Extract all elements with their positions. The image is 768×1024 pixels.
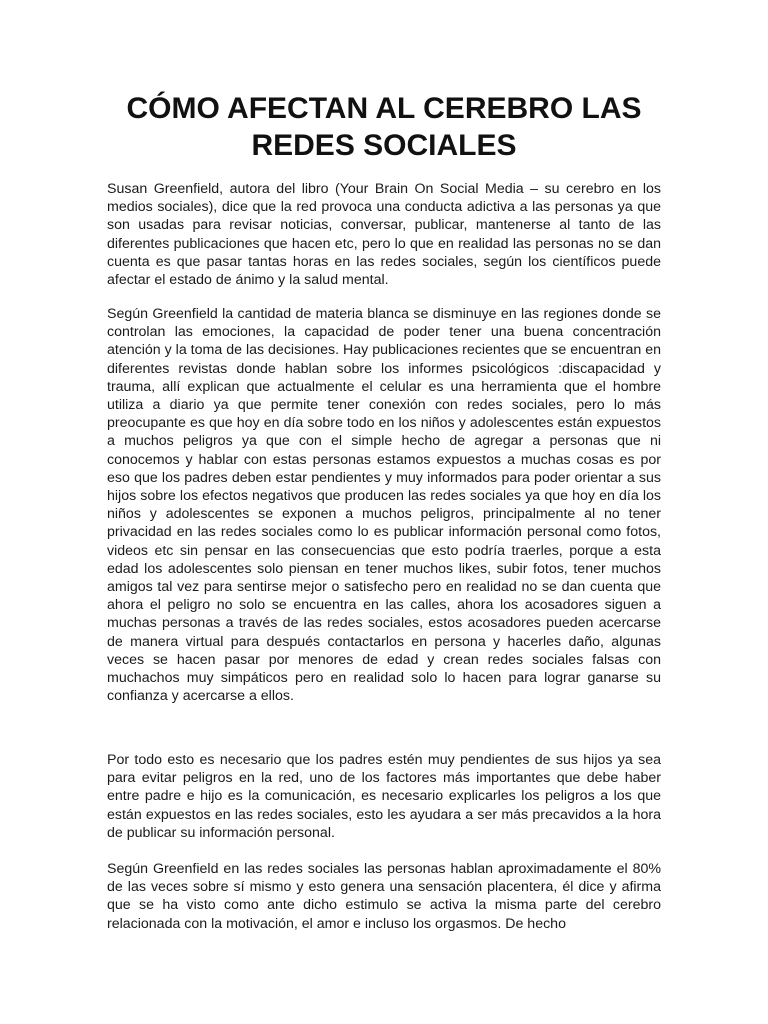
paragraph-4: Según Greenfield en las redes sociales las personas hablan aproximadamente el 80% de las veces sobre sí mismo y esto genera una sensación placentera, él dice y afirma que se ha visto como ante dicho estimulo se activa la misma parte del cerebro relacionada con la motivación, el amor e incluso los orgasmos. De hecho bbox=[107, 861, 661, 932]
document-title: CÓMO AFECTAN AL CEREBRO LAS REDES SOCIALES bbox=[126, 92, 642, 162]
paragraph-3: Por todo esto es necesario que los padres estén muy pendientes de sus hijos ya sea para evitar peligros en la red, uno de los factores más importantes que debe haber entre padre e hijo es la comunicación, es necesario explicarles los peligros a los que están expuestos en las redes sociales, esto les ayudara a ser más precavidos a la hora de publicar su información personal. bbox=[107, 752, 661, 841]
paragraph-2: Según Greenfield la cantidad de materia blanca se disminuye en las regiones donde se controlan las emociones, la capacidad de poder tener una buena concentración atención y la toma de las decisiones. Hay publicaciones recientes que se encuentran en diferentes revistas donde hablan sobre los informes psicológicos :discapacidad y trauma, allí explican que actualmente el celular es una herramienta que el hombre utiliza a diario ya que permite tener conexión con redes sociales, pero lo más preocupante es que hoy en día sobre todo en los niños y adolescentes están expuestos a muchos peligros ya que con el simple hecho de agregar a personas que ni conocemos y hablar con estas personas estamos expuestos a muchas cosas es por eso que los padres deben estar pendientes y muy informados para poder orientar a sus hijos sobre los efectos negativos que producen las redes sociales ya que hoy en día los niños y adolescentes se exponen a muchos peligros, principalmente al no tener privacidad en las redes sociales como lo es publicar información personal como fotos, videos etc sin pensar en las consecuencias que esto podría traerles, porque a esta edad los adolescentes solo piensan en tener muchos likes, subir fotos, tener muchos amigos tal vez para sentirse mejor o satisfecho pero en realidad no se dan cuenta que ahora el peligro no solo se encuentra en las calles, ahora los acosadores siguen a muchas personas a través de las redes sociales, estos acosadores pueden acercarse de manera virtual para después contactarlos en persona y hacerles daño, algunas veces se hacen pasar por menores de edad y crean redes sociales falsas con muchachos muy simpáticos pero en realidad solo lo hacen para lograr ganarse su confianza y acercarse a ellos. bbox=[107, 306, 661, 705]
paragraph-1: Susan Greenfield, autora del libro (Your Brain On Social Media – su cerebro en los medios sociales), dice que la red provoca una conducta adictiva a las personas ya que son usadas para revisar noticias, conversar, publicar, mantenerse al tanto de las diferentes publicaciones que hacen etc, pero lo que en realidad las personas no se dan cuenta es que pasar tantas horas en las redes sociales, según los científicos puede afectar el estado de ánimo y la salud mental. bbox=[107, 181, 661, 289]
